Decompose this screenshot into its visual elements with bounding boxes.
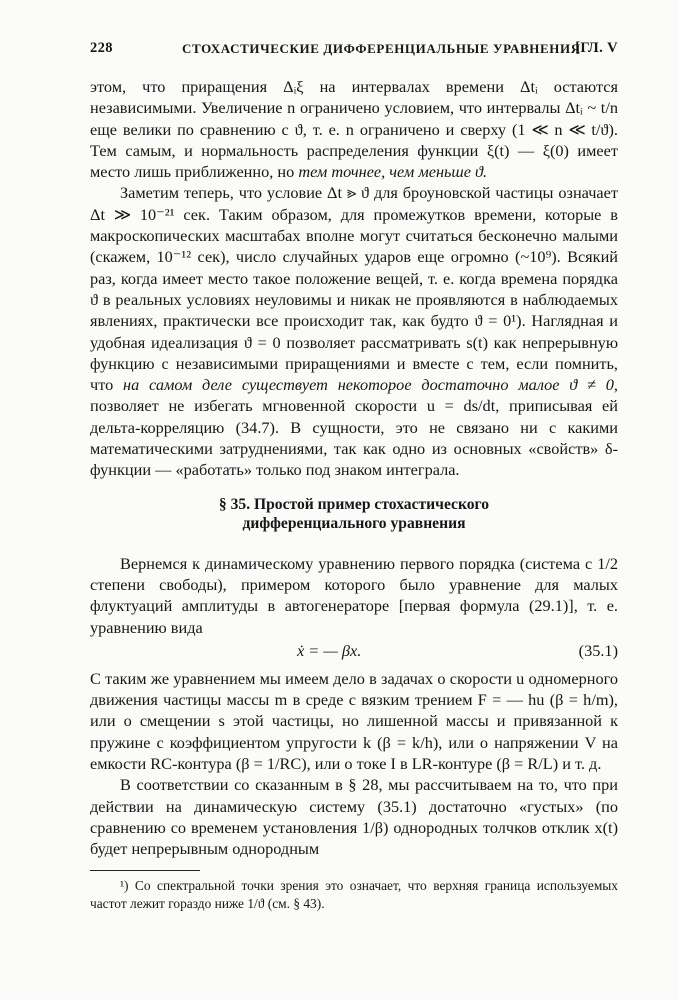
main-text bbox=[90, 76, 618, 860]
footnote-rule bbox=[90, 870, 200, 871]
page-number: 228 bbox=[90, 40, 113, 56]
section-heading bbox=[90, 495, 618, 533]
paragraph-5: В соответствии со сказанным в § 28, мы рассчитываем на то, что при действии на динамическую систему (35.1) достаточно «густых» (по сравнению со временем установления 1/β) однородных толчков отклик x(t) будет непрерывным однородным bbox=[90, 775, 618, 859]
equation-body: ẋ = — βx. bbox=[297, 640, 362, 660]
section-heading-line-2: дифференциального уравнения bbox=[242, 514, 466, 532]
paragraph-2-emphasis: на самом деле существует некоторое достаточно малое ϑ ≠ 0 bbox=[123, 375, 614, 395]
equation-number: (35.1) bbox=[578, 640, 618, 660]
paragraph-1-emphasis: тем точнее, чем меньше ϑ. bbox=[298, 162, 488, 182]
paragraph-2-text-a: Заметим теперь, что условие Δt ⪢ ϑ для броуновской частицы означает Δt ≫ 10⁻²¹ сек. Таким образом, для промежутков времени, которые в макроскопических масштабах вполне могут считаться бесконечно малыми (скажем, 10⁻¹² сек), число случайных ударов еще огромно (~10⁹). Всякий раз, когда имеет место такое положение вещей, т. е. когда времена порядка ϑ в реальных условиях неуловимы и никак не проявляются в наблюдаемых явлениях, практически все происходит так, как будто ϑ = 0¹). Наглядная и удобная идеализация ϑ = 0 позволяет рассматривать s(t) как непрерывную функцию с независимыми приращениями и вместе с тем, если помнить, что bbox=[90, 183, 618, 395]
chapter-marker: [ГЛ. V bbox=[575, 40, 618, 56]
paragraph-1-text: этом, что приращения Δᵢξ на интервалах времени Δtᵢ остаются независимыми. Увеличение n ограничено условием, что интервалы Δtᵢ ~ t/n еще велики по сравнению с ϑ, т. е. n ограничено и сверху (1 ≪ n ≪ t/ϑ). Тем самым, и нормальность распределения функции ξ(t) — ξ(0) имеет место лишь приближенно, но bbox=[90, 77, 618, 182]
equation-35-1 bbox=[90, 640, 618, 666]
paragraph-2 bbox=[90, 182, 618, 480]
running-header bbox=[90, 40, 618, 62]
paragraph-3: Вернемся к динамическому уравнению первого порядка (система с 1/2 степени свободы), примером которого было уравнение для малых флуктуаций амплитуды в автогенераторе [первая формула (29.1)], т. е. уравнению вида bbox=[90, 553, 618, 637]
section-heading-line-1: § 35. Простой пример стохастического bbox=[218, 495, 490, 513]
book-page bbox=[90, 40, 618, 914]
paragraph-4: С таким же уравнением мы имеем дело в задачах о скорости u одномерного движения частицы массы m в среде с вязким трением F = — hu (β = h/m), или о смещении s этой частицы, но лишенной массы и привязанной к пружине с коэффициентом упругости k (β = k/h), или о напряжении V на емкости RC-контура (β = 1/RC), или о токе I в LR-контуре (β = R/L) и т. д. bbox=[90, 668, 618, 774]
paragraph-1 bbox=[90, 76, 618, 182]
running-title: СТОХАСТИЧЕСКИЕ ДИФФЕРЕНЦИАЛЬНЫЕ УРАВНЕНИЯ bbox=[182, 41, 581, 56]
footnote: ¹) Со спектральной точки зрения это означает, что верхняя граница используемых частот лежит гораздо ниже 1/ϑ (см. § 43). bbox=[90, 877, 618, 911]
paragraph-2-text-b: , позволяет не избегать мгновенной скорости u = ds/dt, приписывая ей дельта-корреляцию (34.7). В сущности, это не связано ни с какими математическими затруднениями, так как одно из основных «свойств» δ-функции — «работать» только под знаком интеграла. bbox=[90, 375, 618, 480]
